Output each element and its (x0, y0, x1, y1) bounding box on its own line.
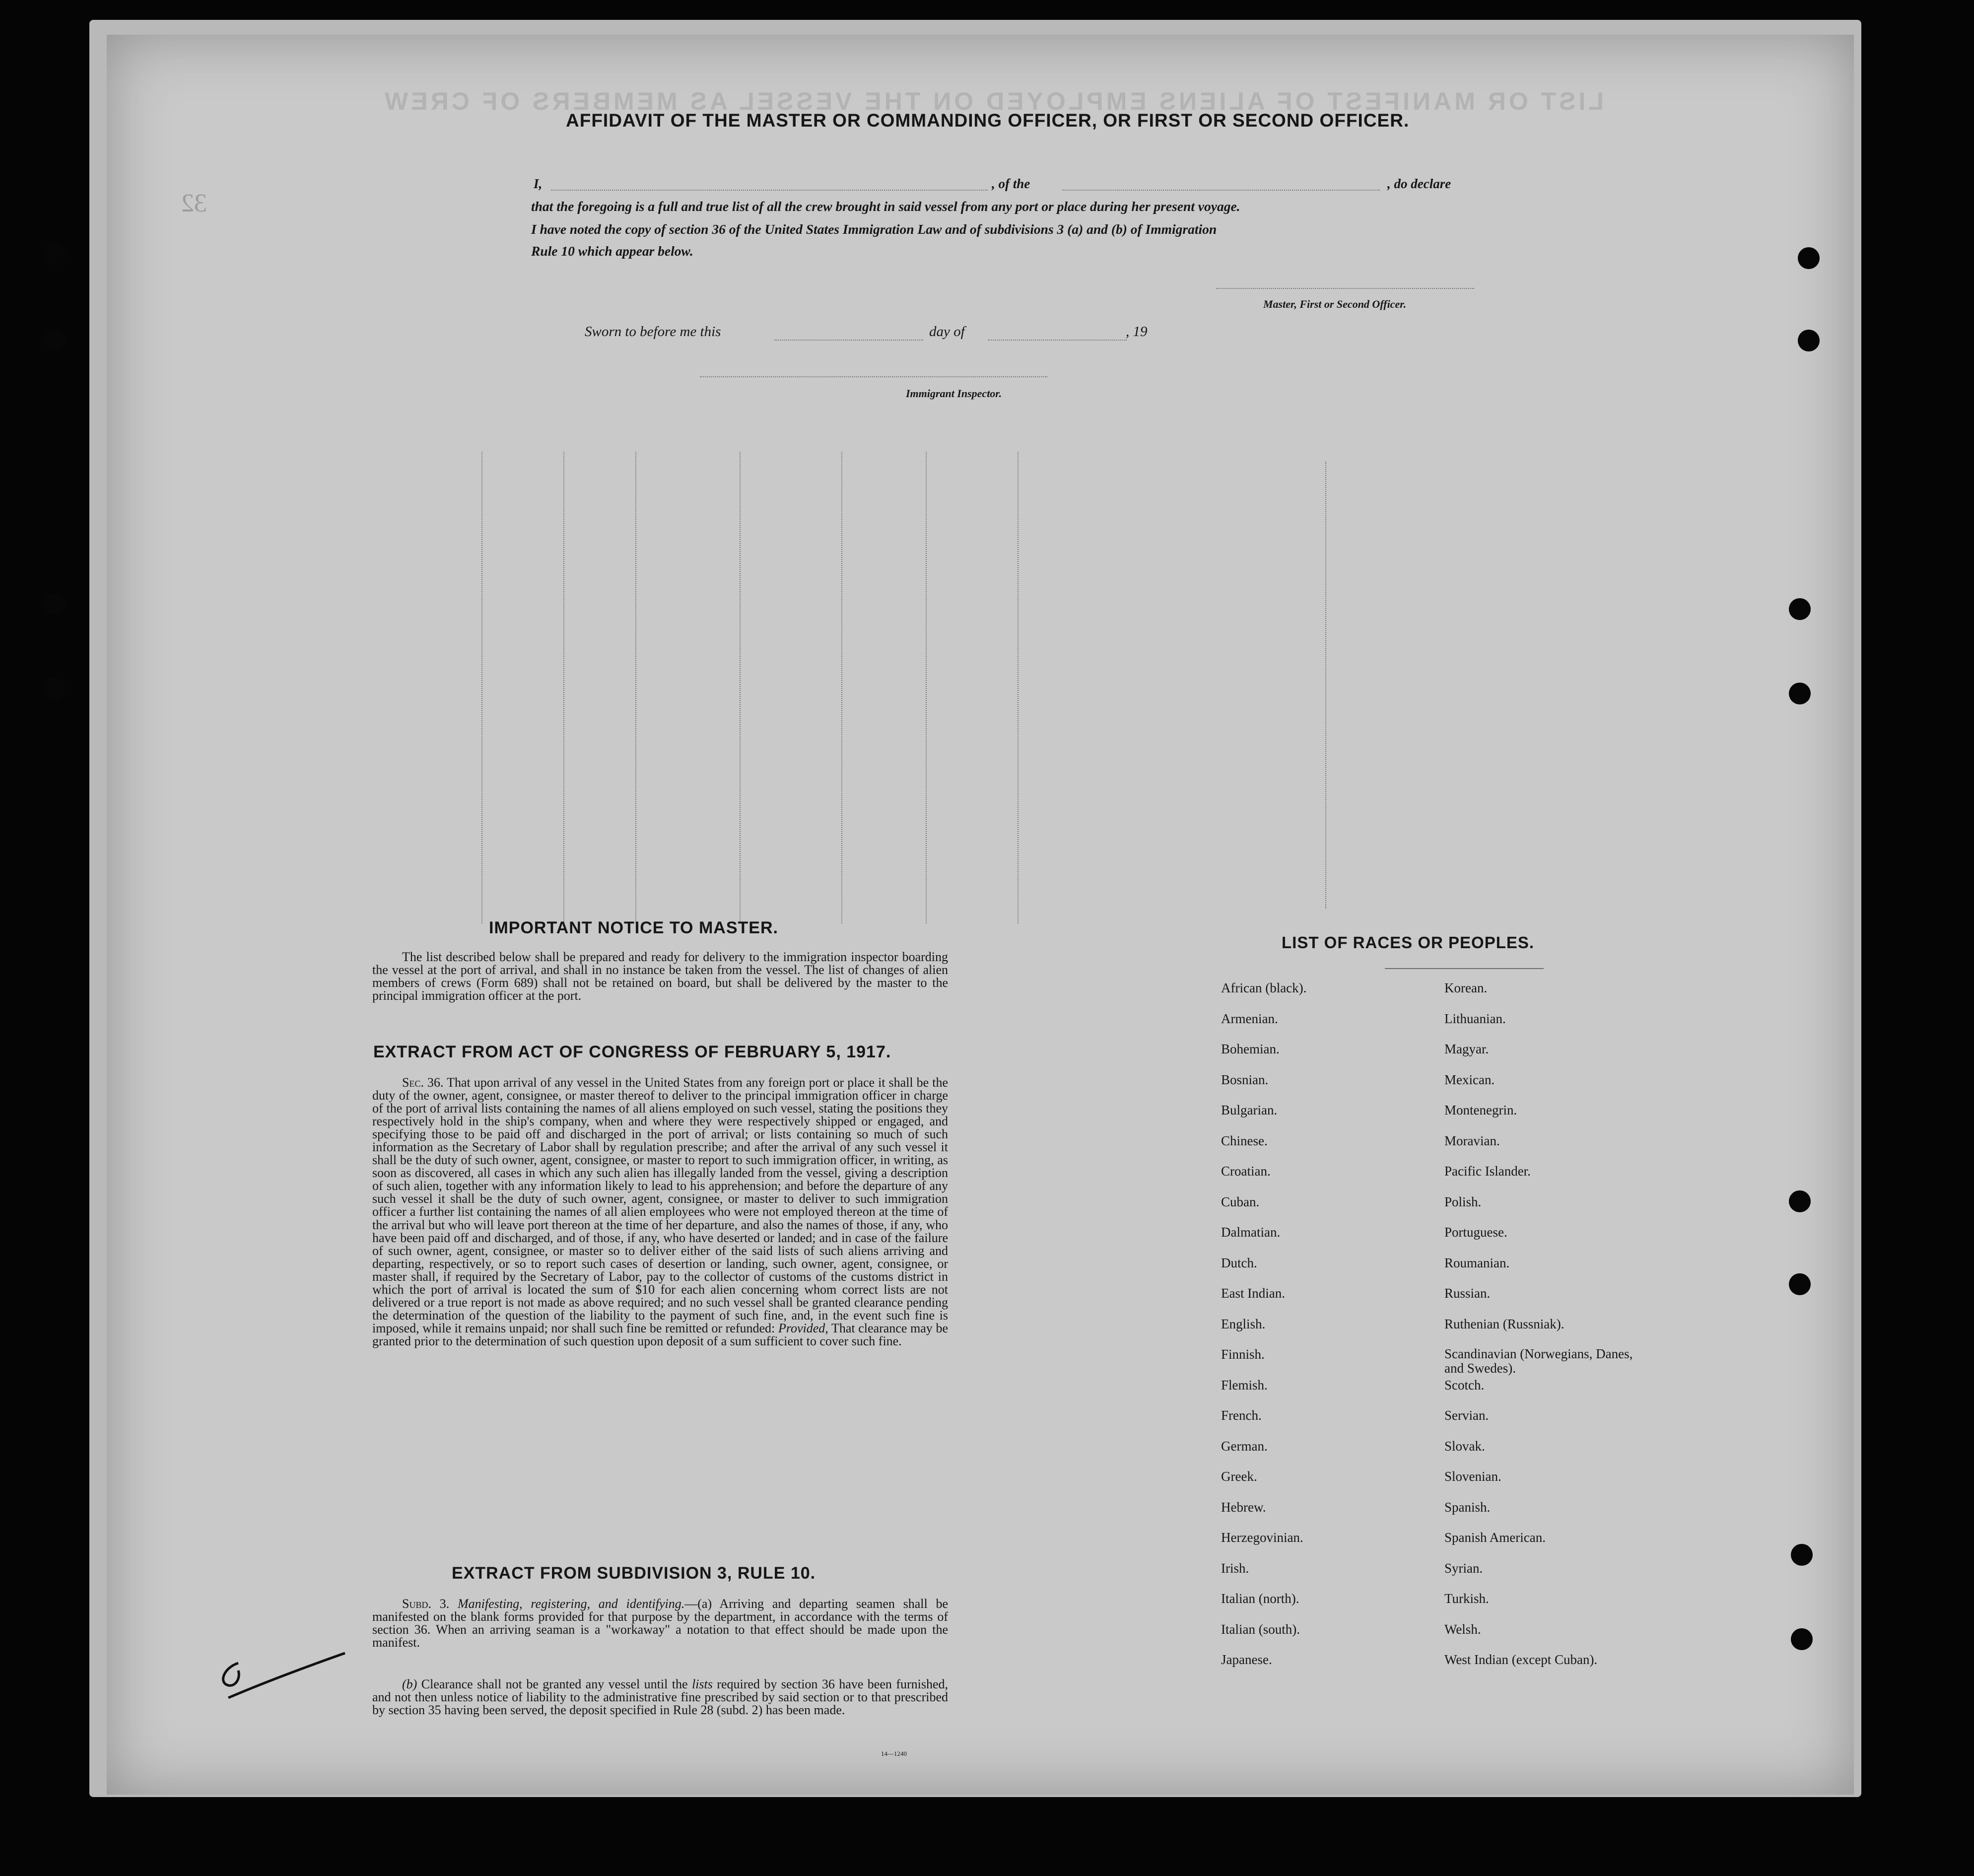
para-a-text: —(a) Arriving and departing seamen shall be manifested on the blank forms provided for that purpose by the department, in accordance with the terms of section 36. When an arriving seaman is a "workaway" a notation to that effect should be made upon the manifest. (372, 1597, 949, 1650)
form-number: 14—1240 (881, 1750, 907, 1757)
race-item: African (black). (1221, 980, 1307, 995)
race-item: Korean. (1444, 980, 1488, 995)
affidavit-line-4: Rule 10 which appear below. (531, 243, 693, 259)
notice-title: IMPORTANT NOTICE TO MASTER. (489, 918, 778, 937)
race-item: Herzegovinian. (1221, 1530, 1303, 1545)
column-rule (635, 452, 637, 923)
binder-hole (1791, 1544, 1813, 1566)
sworn-text: Sworn to before me this (585, 324, 721, 340)
year-text: , 19 (1126, 324, 1148, 340)
race-item: Finnish. (1221, 1347, 1265, 1362)
affidavit-i: I, (534, 176, 543, 191)
race-item: Hebrew. (1221, 1499, 1266, 1515)
binder-hole (1789, 1190, 1811, 1212)
race-item: Spanish. (1444, 1499, 1491, 1515)
para-b-text-1: Clearance shall not be granted any vessel until the (421, 1677, 688, 1691)
section-36-body: That upon arrival of any vessel in the United States from any foreign port or place it shall be the duty of the owner, agent, consignee, or master thereof to deliver to the principal immigration officer in charge of the port of arrival lists containing the names of all aliens employed on such vessel, stating the positions they respectively hold in the ship's company, when and where they were respectively shipped or engaged, and specifying those to be paid off and discharged in the port of arrival; or lists containing so much of such information as the Secretary of Labor shall by regulation prescribe; and after the arrival of any such vessel it shall be the duty of such owner, agent, consignee, or master to report to such immigration officer, in writing, as soon as discovered, all cases in which any such alien has illegally landed from the vessel, giving a description of such alien, together with any information likely to lead to his apprehension; and before the departure of any such vessel it shall be the duty of such owner, agent, consignee, or master to deliver to such immigration officer a further list containing the names of all alien employees who were not employed thereon at the time of the arrival but who will leave port thereon at the time of her departure, and also the names of those, if any, who have been paid off and discharged, and of those, if any, who have deserted or landed; and in case of the failure of such owner, agent, consignee, or master so to deliver either of the said lists of such aliens arriving and departing, respectively, or so to report such cases of desertion or landing, such owner, agent, consignee, or master shall, if required by the Secretary of Labor, pay to the collector of customs of the customs district in which the port of arrival is located the sum of $10 for each alien concerning whom correct lists are not delivered or a true report is not made as above required; and no such vessel shall be granted clearance pending the determination of the question of the liability to the payment of such fine, and, in the event such fine is imposed, while it remains unpaid; nor shall such fine be remitted or refunded: (372, 1075, 949, 1335)
column-rule (1325, 462, 1327, 908)
race-item: Welsh. (1444, 1621, 1481, 1637)
binder-hole (1791, 1628, 1813, 1650)
race-item: Moravian. (1444, 1133, 1500, 1148)
race-item: Flemish. (1221, 1377, 1268, 1392)
race-item: Spanish American. (1444, 1530, 1546, 1545)
act-extract-text (372, 1076, 948, 1348)
column-rule (481, 452, 483, 923)
binder-hole (1798, 330, 1820, 351)
binder-hole (1789, 1273, 1811, 1295)
column-rule (1018, 452, 1020, 923)
race-item: English. (1221, 1316, 1266, 1331)
race-item: Polish. (1444, 1194, 1482, 1209)
race-item: Irish. (1221, 1560, 1249, 1576)
race-item: Dalmatian. (1221, 1225, 1281, 1240)
race-item: Slovak. (1444, 1438, 1485, 1454)
section-label: Sec. 36. (402, 1075, 444, 1090)
bleed-through-page-number: 32 (181, 189, 207, 217)
race-item: Armenian. (1221, 1011, 1278, 1026)
day-of-text: day of (929, 324, 965, 340)
race-item: Mexican. (1444, 1072, 1495, 1087)
column-rule (563, 452, 565, 923)
binder-hole (44, 329, 66, 350)
race-item: Italian (south). (1221, 1621, 1300, 1637)
race-item: Lithuanian. (1444, 1011, 1506, 1026)
para-b-text-2: required by section 36 have been furnished, and not then unless notice of liability to the administrative fine prescribed by said section or to that prescribed by section 35 having been served, the deposit specified in Rule 28 (subd. 2) has been made. (372, 1677, 949, 1717)
races-title-rule (1385, 968, 1544, 969)
race-item: Ruthenian (Russniak). (1444, 1316, 1565, 1331)
name-field-line (551, 190, 988, 191)
race-item: Roumanian. (1444, 1255, 1510, 1270)
affidavit-declare: , do declare (1387, 176, 1451, 191)
race-item: German. (1221, 1438, 1268, 1454)
binder-hole (1789, 683, 1811, 704)
race-item: West Indian (except Cuban). (1444, 1652, 1598, 1667)
rule-extract-title: EXTRACT FROM SUBDIVISION 3, RULE 10. (452, 1564, 816, 1583)
rule-para-b (372, 1678, 948, 1717)
binder-hole (1789, 598, 1811, 620)
race-item: Bohemian. (1221, 1042, 1280, 1056)
race-item: Portuguese. (1444, 1225, 1507, 1240)
inspector-signature-line (700, 376, 1047, 377)
para-b-label: (b) (402, 1677, 417, 1691)
race-item: Bosnian. (1221, 1072, 1269, 1087)
bleed-through-header: LIST OR MANIFEST OF ALIENS EMPLOYED ON THE VESSEL AS MEMBERS OF CREW (382, 87, 1604, 115)
race-item: Greek. (1221, 1469, 1257, 1484)
section-36-end: That clearance may be granted prior to the determination of such question upon deposit of a sum sufficient to cover such fine. (372, 1320, 949, 1348)
races-title: LIST OF RACES OR PEOPLES. (1282, 933, 1535, 952)
month-field-line (988, 340, 1127, 341)
race-item: French. (1221, 1408, 1262, 1423)
race-item: Syrian. (1444, 1560, 1483, 1576)
signature-line (1216, 288, 1474, 289)
affidavit-of-the: , of the (992, 176, 1030, 191)
race-item: Bulgarian. (1221, 1103, 1278, 1117)
binder-hole (1798, 247, 1820, 269)
race-item: Italian (north). (1221, 1591, 1299, 1606)
binder-hole (44, 593, 66, 615)
affidavit-line-2: that the foregoing is a full and true list of all the crew brought in said vessel from any port or place during her present voyage. (531, 199, 1240, 214)
races-left-column (1221, 980, 1459, 1683)
race-item: Russian. (1444, 1286, 1491, 1301)
binder-hole (44, 243, 66, 265)
race-item: Pacific Islander. (1444, 1164, 1531, 1179)
race-item: Dutch. (1221, 1255, 1257, 1270)
race-item: Scotch. (1444, 1377, 1485, 1392)
act-extract-title: EXTRACT FROM ACT OF CONGRESS OF FEBRUARY 5, 1917. (373, 1042, 891, 1061)
race-item: Turkish. (1444, 1591, 1489, 1606)
column-rule (740, 452, 742, 923)
race-item: Chinese. (1221, 1133, 1268, 1148)
para-b-lists: lists (691, 1677, 713, 1691)
race-item: Cuban. (1221, 1194, 1260, 1209)
inspector-caption: Immigrant Inspector. (906, 387, 1002, 400)
rule-para-a (372, 1598, 948, 1649)
race-item: Servian. (1444, 1408, 1489, 1423)
race-item: Montenegrin. (1444, 1103, 1517, 1117)
subd-label: Subd. 3. (402, 1597, 450, 1611)
signature-caption: Master, First or Second Officer. (1263, 298, 1407, 310)
race-item: Magyar. (1444, 1042, 1489, 1056)
column-rule (841, 452, 843, 923)
race-item: Scandinavian (Norwegians, Danes, and Swedes). (1444, 1346, 1633, 1376)
race-item: Japanese. (1221, 1652, 1272, 1667)
affidavit-title: AFFIDAVIT OF THE MASTER OR COMMANDING OFFICER, OR FIRST OR SECOND OFFICER. (566, 110, 1410, 131)
handwritten-mark-icon (218, 1648, 352, 1708)
race-item: East Indian. (1221, 1286, 1285, 1301)
race-item: Slovenian. (1444, 1469, 1501, 1484)
column-rule (926, 452, 928, 923)
subd-heading: Manifesting, registering, and identifying. (457, 1597, 685, 1611)
provided-word: Provided, (778, 1320, 828, 1335)
notice-text: The list described below shall be prepared and ready for delivery to the immigration inspector boarding the vessel at the port of arrival, and shall in no instance be taken from the vessel. The list of changes of alien members of crews (Form 689) shall not be retained on board, but shall be delivered by the master to the principal immigration officer at the port. (372, 950, 948, 1003)
day-field-line (774, 340, 923, 341)
binder-hole (44, 678, 66, 699)
affidavit-line-3: I have noted the copy of section 36 of the United States Immigration Law and of subdivisions 3 (a) and (b) of Immigration (531, 221, 1217, 237)
races-right-column (1444, 980, 1693, 1683)
race-item: Croatian. (1221, 1164, 1271, 1179)
vessel-field-line (1062, 190, 1380, 191)
